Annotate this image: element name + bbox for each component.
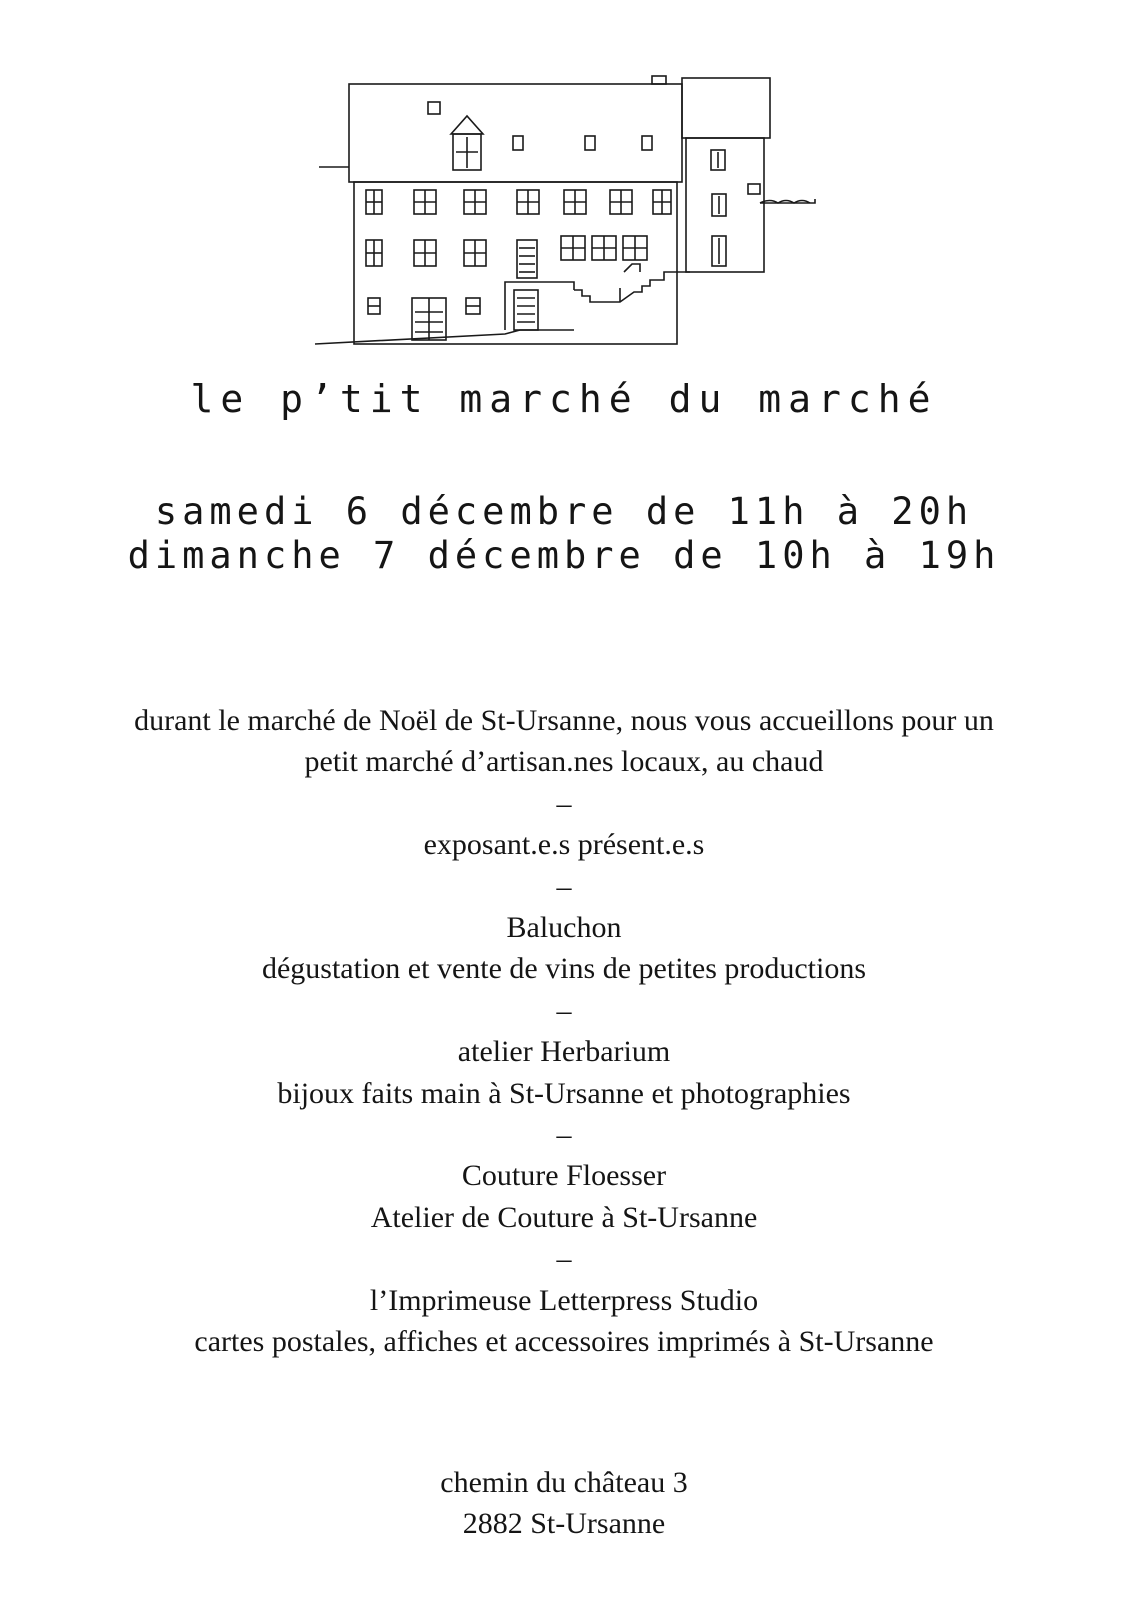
- address: [0, 1462, 1128, 1545]
- separator: –: [556, 1118, 572, 1152]
- exhibitor-name: Baluchon: [506, 911, 622, 945]
- exhibitor-name: Couture Floesser: [461, 1159, 667, 1193]
- intro-line-1: durant le marché de Noël de St-Ursanne, nous vous accueillons pour un: [134, 704, 994, 737]
- event-title: le p’tit marché du marché: [190, 377, 938, 421]
- exhibitor-description: bijoux faits main à St-Ursanne et photographies: [277, 1076, 851, 1110]
- separator: –: [556, 869, 572, 903]
- exhibitor-name: l’Imprimeuse Letterpress Studio: [369, 1283, 759, 1317]
- separator: –: [556, 993, 572, 1027]
- date-sunday: dimanche 7 décembre de 10h à 19h: [127, 534, 1001, 577]
- building-illustration: [0, 0, 1128, 360]
- separator: –: [556, 1242, 572, 1276]
- address-street: chemin du château 3: [440, 1466, 688, 1499]
- exhibitor-description: Atelier de Couture à St-Ursanne: [370, 1200, 758, 1234]
- exhibitor-description: dégustation et vente de vins de petites productions: [261, 952, 867, 986]
- intro-line-2: petit marché d’artisan.nes locaux, au chaud: [304, 745, 824, 779]
- flyer-body: [0, 700, 1128, 1363]
- exhibitors-heading: exposant.e.s présent.e.s: [423, 828, 705, 862]
- date-saturday: samedi 6 décembre de 11h à 20h: [154, 490, 974, 533]
- event-dates: [0, 490, 1128, 578]
- separator: –: [556, 786, 572, 820]
- address-city: 2882 St-Ursanne: [462, 1507, 666, 1541]
- exhibitor-name: atelier Herbarium: [457, 1035, 671, 1069]
- exhibitor-description: cartes postales, affiches et accessoires imprimés à St-Ursanne: [194, 1325, 934, 1359]
